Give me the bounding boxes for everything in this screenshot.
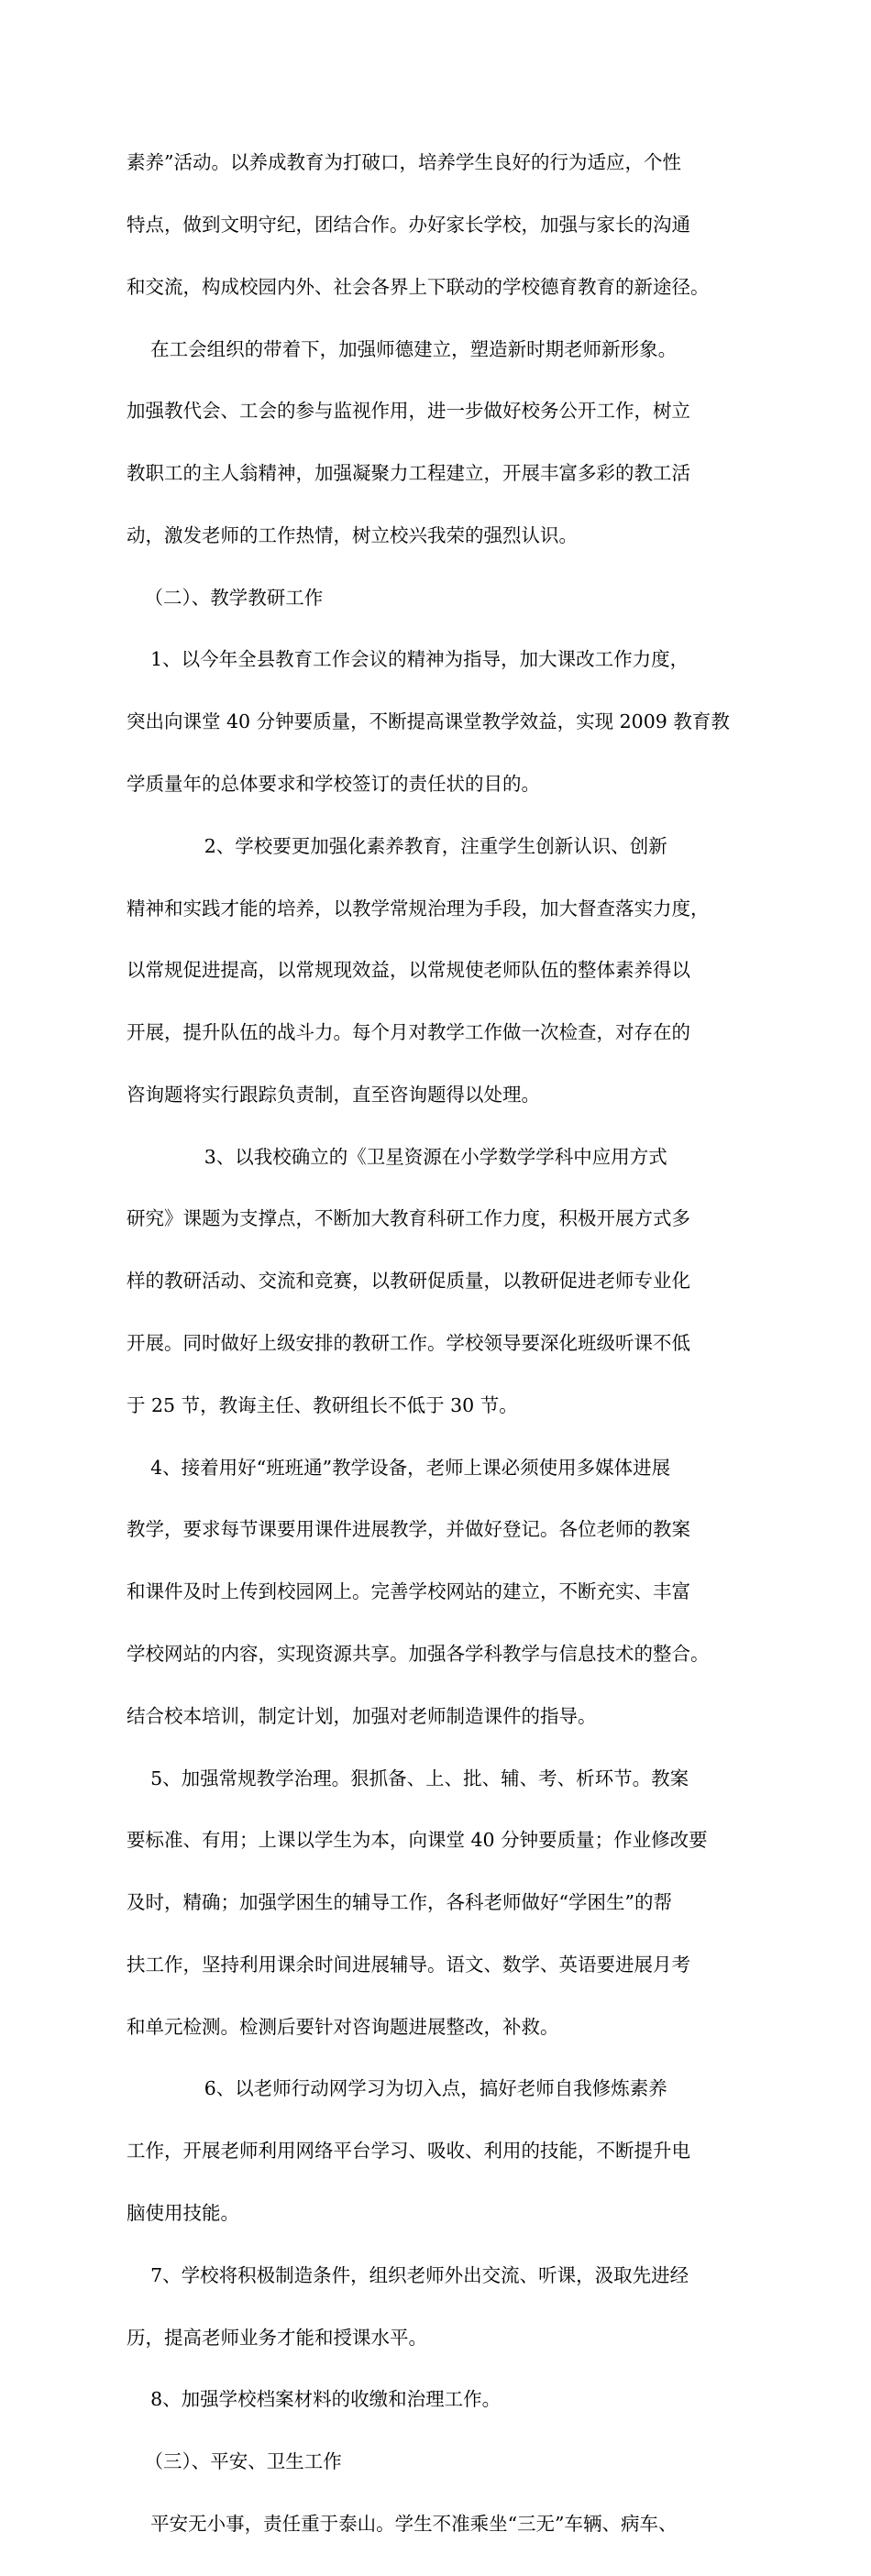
text-line: 开展，提升队伍的战斗力。每个月对教学工作做一次检查，对存在的 (127, 1021, 690, 1044)
text-line: 2、学校要更加强化素养教育，注重学生创新认识、创新 (127, 834, 667, 857)
text-line: 动，激发老师的工作热情，树立校兴我荣的强烈认识。 (127, 523, 578, 546)
text-line: 工作，开展老师利用网络平台学习、吸收、利用的技能，不断提升电 (127, 2140, 690, 2163)
text-line: 于 25 节，教诲主任、教研组长不低于 30 节。 (127, 1393, 518, 1416)
text-line: 和单元检测。检测后要针对咨询题进展整改，补救。 (127, 2015, 559, 2038)
text-line: 7、学校将积极制造条件，组织老师外出交流、听课，汲取先进经 (127, 2263, 689, 2286)
document-body (127, 111, 759, 2576)
text-line: 学校网站的内容，实现资源共享。加强各学科教学与信息技术的整合。 (127, 1642, 710, 1665)
text-line: 历，提高老师业务才能和授课水平。 (127, 2326, 427, 2349)
text-line: 突出向课堂 40 分钟要质量，不断提高课堂教学效益，实现 2009 教育教 (127, 710, 730, 733)
text-line: 素养”活动。以养成教育为打破口，培养学生良好的行为适应，个性 (127, 151, 681, 174)
text-line: 和交流，构成校园内外、社会各界上下联动的学校德育教育的新途径。 (127, 275, 710, 298)
text-line: 5、加强常规教学治理。狠抓备、上、批、辅、考、析环节。教案 (127, 1767, 689, 1789)
text-line: 6、以老师行动网学习为切入点，搞好老师自我修炼素养 (127, 2077, 667, 2100)
text-line: 平安无小事，责任重于泰山。学生不准乘坐“三无”车辆、病车、 (127, 2512, 678, 2535)
text-line: 研究》课题为支撑点，不断加大教育科研工作力度，积极开展方式多 (127, 1207, 690, 1230)
text-line: 咨询题将实行跟踪负责制，直至咨询题得以处理。 (127, 1083, 540, 1106)
text-line: 8、加强学校档案材料的收缴和治理工作。 (127, 2388, 502, 2411)
text-line: 在工会组织的带着下，加强师德建立，塑造新时期老师新形象。 (127, 337, 678, 360)
text-line: 3、以我校确立的《卫星资源在小学数学学科中应用方式 (127, 1145, 667, 1168)
text-line: 教学，要求每节课要用课件进展教学，并做好登记。各位老师的教案 (127, 1518, 690, 1541)
text-line: 样的教研活动、交流和竞赛，以教研促质量，以教研促进老师专业化 (127, 1270, 690, 1293)
text-line: 4、接着用好“班班通”教学设备，老师上课必须使用多媒体进展 (127, 1456, 671, 1479)
text-line: 1、以今年全县教育工作会议的精神为指导，加大课改工作力度， (127, 648, 689, 671)
text-line: 及时，精确；加强学困生的辅导工作，各科老师做好“学困生”的帮 (127, 1891, 672, 1914)
text-line: 以常规促进提高，以常规现效益，以常规使老师队伍的整体素养得以 (127, 959, 690, 982)
text-line: 扶工作，坚持利用课余时间进展辅导。语文、数学、英语要进展月考 (127, 1953, 690, 1976)
text-line: 加强教代会、工会的参与监视作用，进一步做好校务公开工作，树立 (127, 400, 690, 423)
text-line: 脑使用技能。 (127, 2201, 239, 2224)
section-heading: （二）、教学教研工作 (127, 586, 324, 609)
text-line: 开展。同时做好上级安排的教研工作。学校领导要深化班级听课不低 (127, 1332, 690, 1355)
text-line: 和课件及时上传到校园网上。完善学校网站的建立，不断充实、丰富 (127, 1580, 690, 1603)
text-line: 特点，做到文明守纪，团结合作。办好家长学校，加强与家长的沟通 (127, 213, 690, 236)
text-line: 要标准、有用；上课以学生为本，向课堂 40 分钟要质量；作业修改要 (127, 1829, 708, 1852)
text-line: 教职工的主人翁精神，加强凝聚力工程建立，开展丰富多彩的教工活 (127, 462, 690, 485)
text-line: 精神和实践才能的培养，以教学常规治理为手段，加大督查落实力度， (127, 897, 710, 919)
section-heading: （三）、平安、卫生工作 (127, 2450, 342, 2473)
text-line: 结合校本培训，制定计划，加强对老师制造课件的指导。 (127, 1704, 597, 1727)
text-line: 学质量年的总体要求和学校签订的责任状的目的。 (127, 773, 540, 795)
